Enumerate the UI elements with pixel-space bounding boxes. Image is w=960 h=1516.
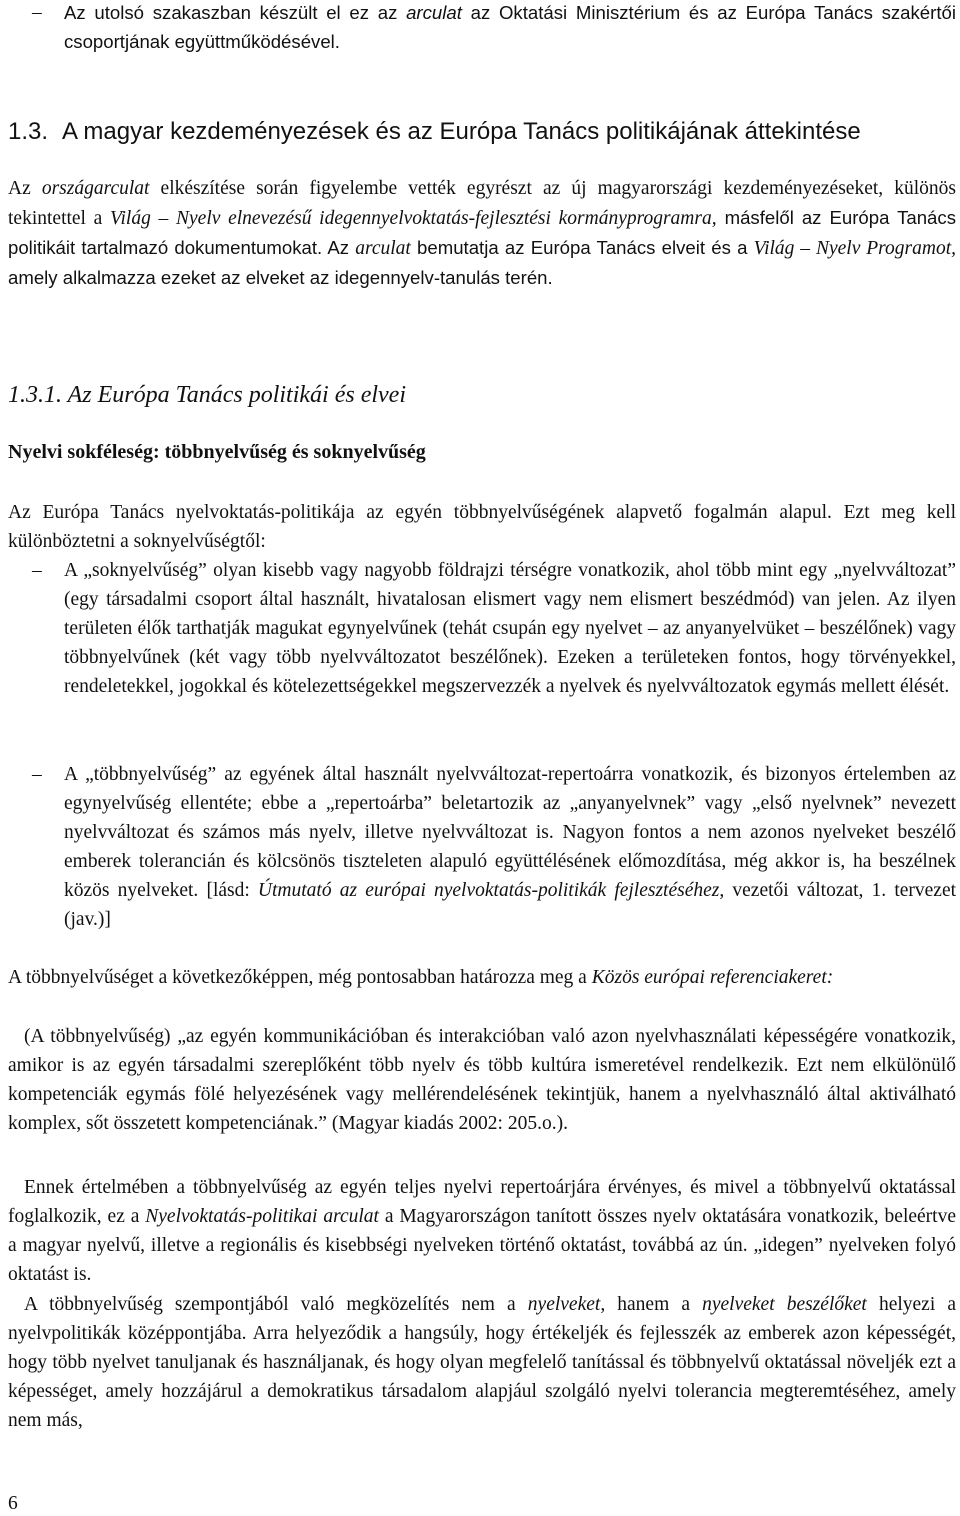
p5-text-a: A többnyelvűség szempontjából való megközelítés nem a xyxy=(24,1294,528,1315)
p1-text-b: elkészítése során figyelembe vették egyrészt az új magyarországi kezdeményezéseket, különös tekintettel a xyxy=(8,178,956,229)
page-number: 6 xyxy=(8,1493,18,1514)
list-item-tobbnyelvuseg xyxy=(64,760,956,934)
paragraph-5 xyxy=(8,1290,956,1435)
p1-text-d: bemutatja az Európa Tanács elveit és a xyxy=(410,237,754,258)
item2-ref-italic: Útmutató az európai nyelvoktatás-politikák fejlesztéséhez, xyxy=(257,880,725,901)
paragraph-4 xyxy=(8,1173,956,1289)
quote-paragraph: (A többnyelvűség) „az egyén kommunikációban és interakcióban való azon nyelvhasználati képességére vonatkozik, amikor is az egyén társadalmi szereplőként több nyelv és több kultúra ismeretével rendelkezik. Ezt nem elkülönülő kompetenciák egymás fölé helyezésének vagy mellérendelésének tekintjük, hanem a nyelvhasználó által aktiválható komplex, sőt összetett kompetenciának.” (Magyar kiadás 2002: 205.o.). xyxy=(8,1026,956,1134)
p5-italic-b: nyelveket beszélőket xyxy=(702,1294,867,1315)
p1-text-e: amely alkalmazza ezeket az elveket az idegennyelv-tanulás terén. xyxy=(8,267,553,288)
section-title: A magyar kezdeményezések és az Európa Tanács politikájának áttekintése xyxy=(62,118,861,145)
paragraph-1 xyxy=(8,174,956,293)
section-number: 1.3. xyxy=(8,118,49,145)
top-item-arculat: arculat xyxy=(406,2,462,23)
top-list-item xyxy=(64,0,956,56)
p4-text-a: Ennek értelmében a többnyelvűség az egyén teljes nyelvi repertoárjára érvényes, és mivel a többnyelvű oktatással foglalkozik, ez a xyxy=(8,1177,956,1227)
p1-text-c: másfelől az Európa Tanács politikáit tartalmazó dokumentumokat. Az xyxy=(8,207,956,258)
p1-italic-c: arculat xyxy=(355,238,411,259)
p3-italic: Közös európai referenciakeret: xyxy=(591,967,834,988)
section-heading-1-3 xyxy=(8,117,956,147)
paragraph-3 xyxy=(8,963,956,992)
p5-italic-a: nyelveket, xyxy=(527,1294,606,1315)
top-item-text-1: Az utolsó szakaszban készült el ez az xyxy=(64,2,407,23)
item2-ref-b: vezetői változat, 1. tervezet (jav.)] xyxy=(64,880,957,930)
item2-ref-a: [lásd: xyxy=(206,880,258,901)
section-heading-1-3-1: 1.3.1. Az Európa Tanács politikái és elvei xyxy=(8,382,406,408)
p1-italic-d: Világ – Nyelv Programot, xyxy=(753,238,956,259)
top-item-text-2: az Oktatási Minisztérium és az Európa Tanács szakértői csoportjának együttműködésével. xyxy=(64,2,956,52)
p3-text: A többnyelvűséget a következőképpen, még pontosabban határozza meg a xyxy=(8,967,592,988)
subheading: Nyelvi sokféleség: többnyelvűség és soknyelvűség xyxy=(8,441,426,463)
p1-text-a: Az xyxy=(8,178,42,199)
list-dash: – xyxy=(32,560,42,581)
p4-text-b: a Magyarországon tanított összes nyelv oktatására vonatkozik, beleértve a magyar nyelvű, illetve a regionális és kisebbségi nyelveken történő oktatást, továbbá az ún. „idegen” nyelveken folyó oktatást is. xyxy=(8,1206,957,1285)
list-dash: – xyxy=(32,764,42,785)
p1-italic-b: Világ – Nyelv elnevezésű idegennyelvoktatás-fejlesztési kormányprogramra, xyxy=(110,208,717,229)
item2-text: A „többnyelvűség” az egyének által használt nyelvváltozat-repertoárra vonatkozik, és bizonyos értelemben az egynyelvűség ellentéte; ebbe a „repertoárba” beletartozik az „anyanyelvnek” vagy „első nyelvnek” nevezett nyelvváltozat és számos más nyelv, illetve nyelvváltozat is. Nagyon fontos a nem azonos nyelveket beszélő emberek tolerancián és kölcsönös tiszteleten alapuló együttélésének előmozdítása, még akkor is, ha beszélnek közös nyelveket. xyxy=(64,764,956,901)
list-dash: – xyxy=(32,2,42,23)
p5-text-c: helyezi a nyelvpolitikák középpontjába. Arra helyeződik a hangsúly, hogy értékeljék és fejlesszék az emberek azon képességét, hogy több nyelvet tanuljanak és használjanak, és hogy olyan megfelelő tanítással és többnyelvű oktatással növeljék ezt a képességet, amely hozzájárul a demokratikus társadalom alapjául szolgáló nyelvi tolerancia megteremtéséhez, amely nem más, xyxy=(8,1294,956,1431)
p4-italic: Nyelvoktatás-politikai arculat xyxy=(145,1206,379,1227)
p5-text-b: hanem a xyxy=(605,1294,703,1315)
paragraph-2: Az Európa Tanács nyelvoktatás-politikája az egyén többnyelvűségének alapvető fogalmán alapul. Ezt meg kell különböztetni a soknyelvűségtől: xyxy=(8,502,956,552)
list-item-soknyelvuseg: A „soknyelvűség” olyan kisebb vagy nagyobb földrajzi térségre vonatkozik, ahol több mint egy „nyelvváltozat” (egy társadalmi csoport által használt, hivatalosan elismert vagy nem elismert beszédmód) van jelen. Az ilyen területen élők tarthatják magukat egynyelvűnek (tehát csupán egy nyelvet – az anyanyelvüket – beszélőnek) vagy többnyelvűnek (két vagy több nyelvváltozatot beszélőnek). Ezeken a területeken fontos, hogy törvényekkel, rendeletekkel, jogokkal és kötelezettségekkel megszervezzék a nyelvek és nyelvváltozatok egymás mellett élését. xyxy=(64,560,956,697)
p1-italic-a: országarculat xyxy=(41,178,150,199)
